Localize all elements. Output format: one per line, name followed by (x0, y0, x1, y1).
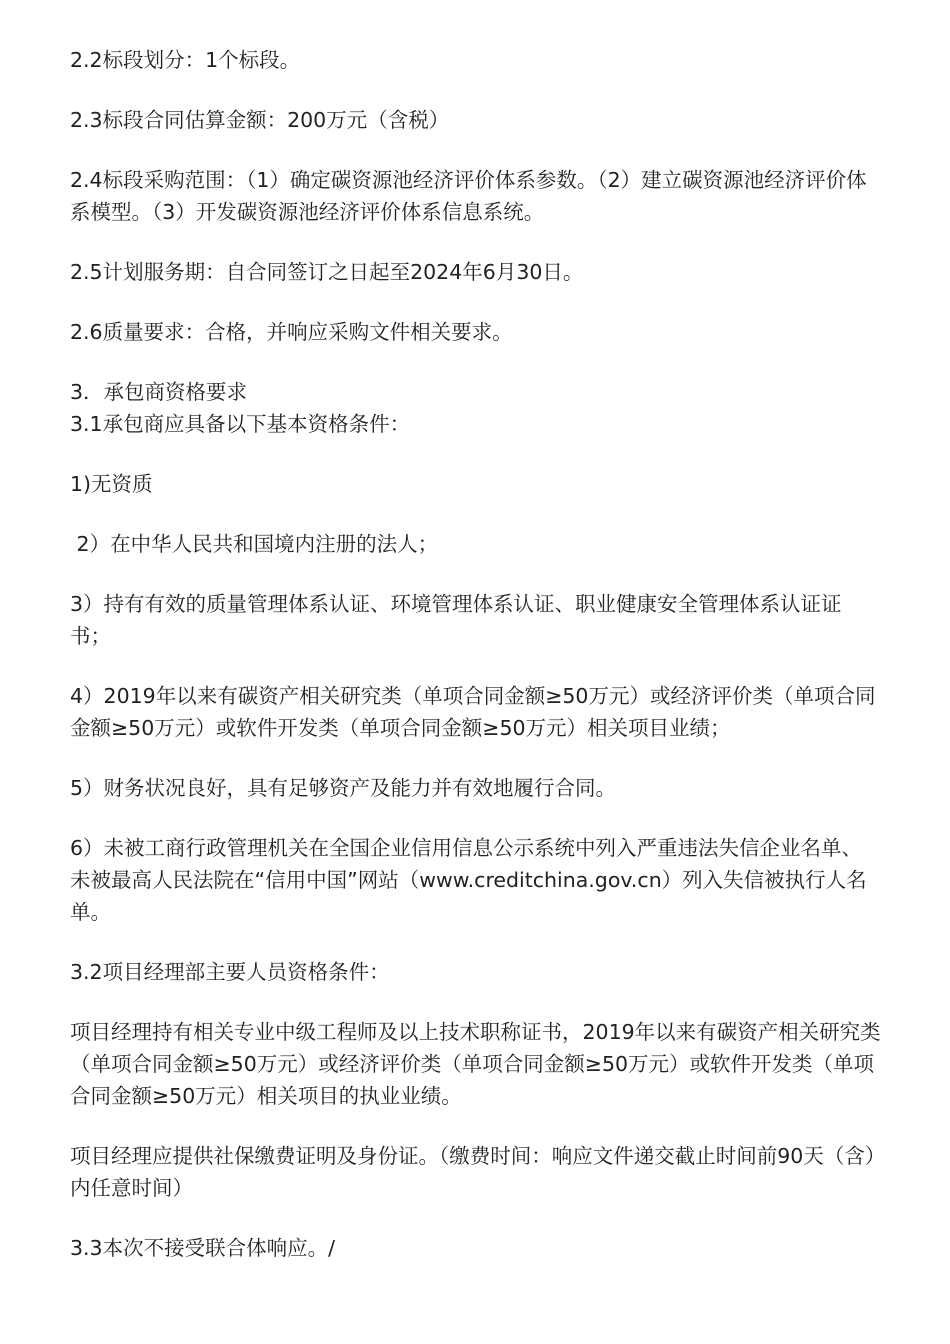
qualification-item-3: 3）持有有效的质量管理体系认证、环境管理体系认证、职业健康安全管理体系认证证书； (70, 592, 842, 648)
qualification-item-4: 4）2019年以来有碳资产相关研究类（单项合同金额≥50万元）或经济评价类（单项合同金额≥50万元）或软件开发类（单项合同金额≥50万元）相关项目业绩； (70, 684, 876, 740)
qualification-item-5: 5）财务状况良好，具有足够资产及能力并有效地履行合同。 (70, 776, 617, 800)
section-2-2-lot-division: 2.2标段划分：1个标段。 (70, 48, 301, 72)
section-2-3-estimated-amount: 2.3标段合同估算金额：200万元（含税） (70, 108, 450, 132)
project-manager-qualification: 项目经理持有相关专业中级工程师及以上技术职称证书，2019年以来有碳资产相关研究类（单项合同金额≥50万元）或经济评价类（单项合同金额≥50万元）或软件开发类（单项合同金额≥50万元）相关项目的执业业绩。 (70, 1020, 881, 1108)
section-3-3-no-consortium: 3.3本次不接受联合体响应。/ (70, 1236, 336, 1260)
section-3-1-basic-qualifications: 3.1承包商应具备以下基本资格条件： (70, 412, 411, 436)
section-2-6-quality-requirement: 2.6质量要求：合格，并响应采购文件相关要求。 (70, 320, 513, 344)
section-2-4-procurement-scope: 2.4标段采购范围：（1）确定碳资源池经济评价体系参数。（2）建立碳资源池经济评价体系模型。（3）开发碳资源池经济评价体系信息系统。 (70, 168, 867, 224)
section-3-heading: 3．承包商资格要求 (70, 380, 248, 404)
document-body (70, 44, 882, 1264)
qualification-item-2: 2）在中华人民共和国境内注册的法人； (70, 532, 439, 556)
project-manager-documents: 项目经理应提供社保缴费证明及身份证。（缴费时间：响应文件递交截止时间前90天（含）内任意时间） (70, 1144, 876, 1200)
section-2-5-service-period: 2.5计划服务期：自合同签订之日起至2024年6月30日。 (70, 260, 584, 284)
qualification-item-1: 1)无资质 (70, 472, 153, 496)
section-3-2-personnel-qualifications: 3.2项目经理部主要人员资格条件： (70, 960, 390, 984)
qualification-item-6: 6）未被工商行政管理机关在全国企业信用信息公示系统中列入严重违法失信企业名单、未被最高人民法院在“信用中国”网站（www.creditchina.gov.cn）列入失信被执行人名单。 (70, 836, 867, 924)
